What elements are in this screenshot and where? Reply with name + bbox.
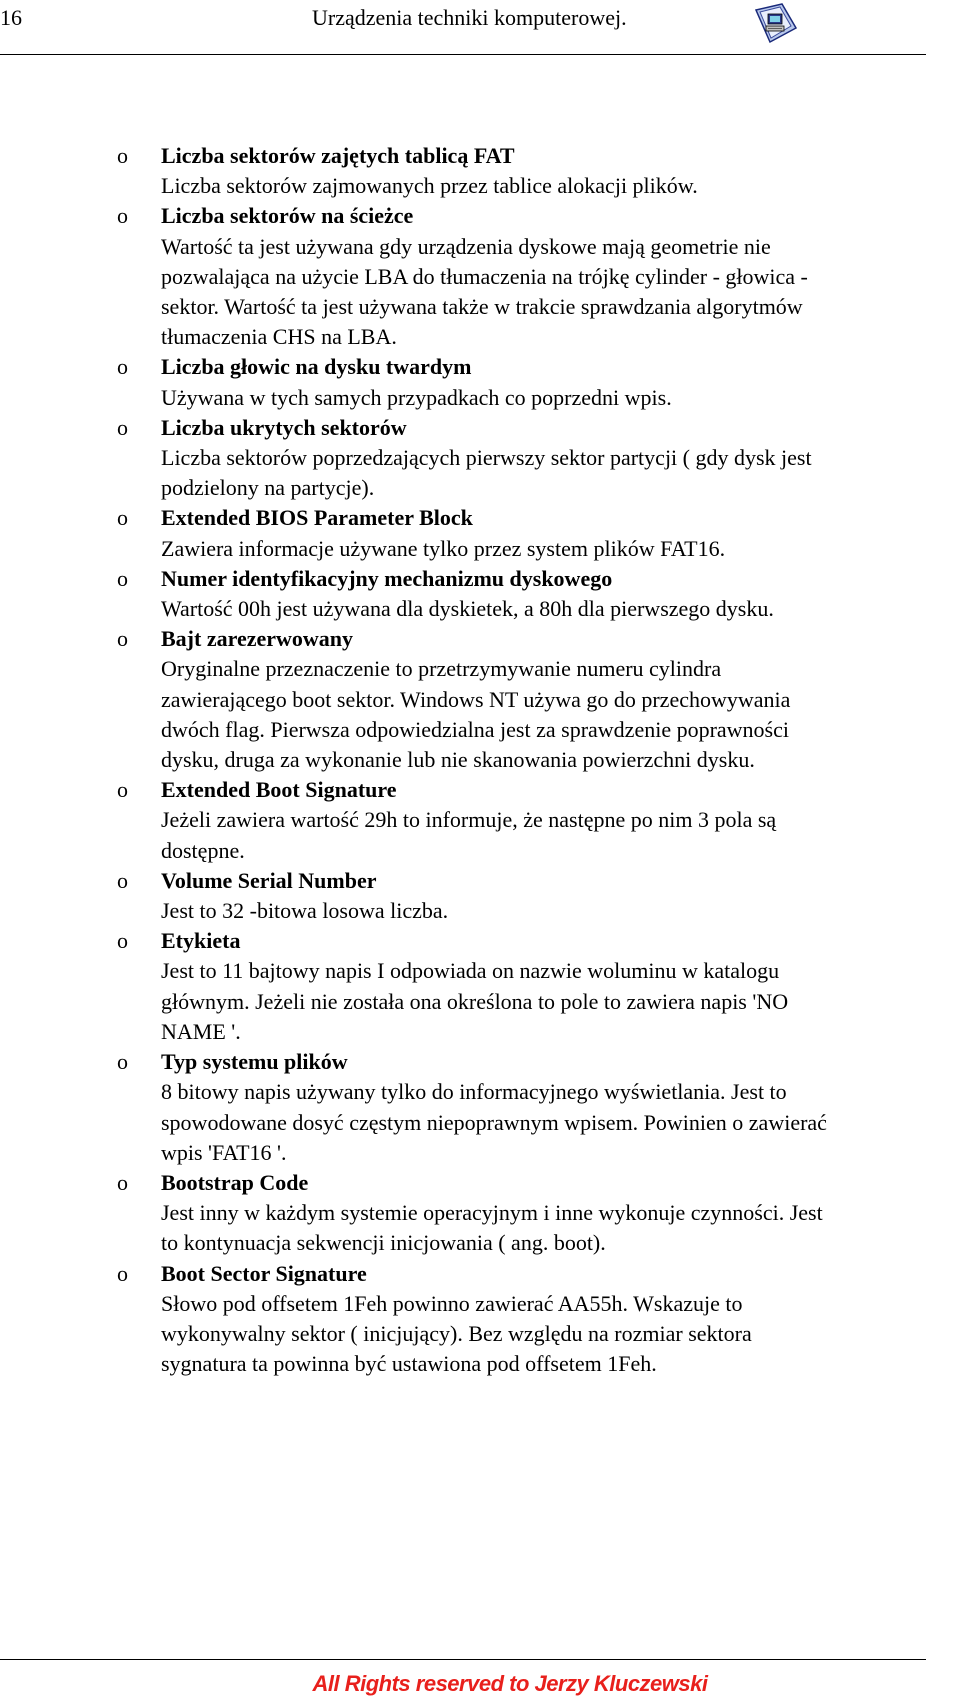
entry-text-line: to kontynuacja sekwencji inicjowania ( ang. boot). bbox=[161, 1230, 606, 1256]
bullet-marker: o bbox=[117, 928, 128, 954]
entry-text-line: dwóch flag. Pierwsza odpowiedzialna jest za sprawdzenie poprawności bbox=[161, 716, 789, 742]
entry-title: Boot Sector Signature bbox=[161, 1260, 367, 1286]
entry-text-line: wykonywalny sektor ( inicjujący). Bez względu na rozmiar sektora bbox=[161, 1320, 752, 1346]
list-item bbox=[0, 624, 956, 775]
entry-text-line: pozwalająca na użycie LBA do tłumaczenia na trójkę cylinder - głowica - bbox=[161, 263, 808, 289]
list-item bbox=[0, 352, 956, 412]
entry-text-line: Słowo pod offsetem 1Feh powinno zawierać AA55h. Wskazuje to bbox=[161, 1290, 743, 1316]
entry-title: Typ systemu plików bbox=[161, 1049, 348, 1075]
list-item bbox=[0, 1168, 956, 1259]
bullet-marker: o bbox=[117, 565, 128, 591]
list-item bbox=[0, 1047, 956, 1168]
bullet-marker: o bbox=[117, 354, 128, 380]
entry-title: Numer identyfikacyjny mechanizmu dyskowego bbox=[161, 565, 613, 591]
entry-text-line: sektor. Wartość ta jest używana także w trakcie sprawdzania algorytmów bbox=[161, 294, 803, 320]
entry-text-line: 8 bitowy napis używany tylko do informacyjnego wyświetlania. Jest to bbox=[161, 1079, 787, 1105]
entry-text-line: spowodowane dosyć częstym niepoprawnym wpisem. Powinien o zawierać bbox=[161, 1109, 827, 1135]
entry-text-line: Liczba sektorów zajmowanych przez tablice alokacji plików. bbox=[161, 173, 698, 199]
footer-copyright: All Rights reserved to Jerzy Kluczewski bbox=[312, 1671, 708, 1696]
entry-text-line: Używana w tych samych przypadkach co poprzedni wpis. bbox=[161, 384, 672, 410]
list-item bbox=[0, 503, 956, 563]
entry-text-line: wpis 'FAT16 '. bbox=[161, 1139, 287, 1165]
computer-book-icon bbox=[752, 2, 798, 46]
entry-title: Etykieta bbox=[161, 928, 241, 954]
bullet-marker: o bbox=[117, 626, 128, 652]
list-item bbox=[0, 201, 956, 352]
entry-text-line: Zawiera informacje używane tylko przez system plików FAT16. bbox=[161, 535, 726, 561]
entry-title: Bajt zarezerwowany bbox=[161, 626, 354, 652]
bullet-marker: o bbox=[117, 414, 128, 440]
entry-title: Extended BIOS Parameter Block bbox=[161, 505, 473, 531]
entry-title: Liczba głowic na dysku twardym bbox=[161, 354, 472, 380]
list-item bbox=[0, 413, 956, 504]
entry-text-line: Wartość 00h jest używana dla dyskietek, a 80h dla pierwszego dysku. bbox=[161, 596, 774, 622]
header-rule bbox=[0, 54, 926, 55]
entry-text-line: Wartość ta jest używana gdy urządzenia dyskowe mają geometrie nie bbox=[161, 233, 771, 259]
entry-title: Liczba sektorów na ścieżce bbox=[161, 203, 414, 229]
bullet-marker: o bbox=[117, 867, 128, 893]
entry-text-line: sygnatura ta powinna być ustawiona pod offsetem 1Feh. bbox=[161, 1351, 657, 1377]
bullet-marker: o bbox=[117, 1260, 128, 1286]
entry-title: Bootstrap Code bbox=[161, 1169, 309, 1195]
entry-text-line: NAME '. bbox=[161, 1018, 241, 1044]
list-item bbox=[0, 926, 956, 1047]
list-item bbox=[0, 564, 956, 624]
entry-text-line: Jest inny w każdym systemie operacyjnym i inne wykonuje czynności. Jest bbox=[161, 1200, 823, 1226]
entry-text-line: zawierającego boot sektor. Windows NT używa go do przechowywania bbox=[161, 686, 791, 712]
list-item bbox=[0, 1259, 956, 1380]
field-list bbox=[0, 141, 960, 1379]
page-number: 16 bbox=[0, 5, 22, 30]
bullet-marker: o bbox=[117, 203, 128, 229]
bullet-marker: o bbox=[117, 1049, 128, 1075]
bullet-marker: o bbox=[117, 505, 128, 531]
entry-text-line: dysku, druga za wykonanie lub nie skanowania powierzchni dysku. bbox=[161, 747, 755, 773]
header-title: Urządzenia techniki komputerowej. bbox=[312, 5, 627, 30]
entry-text-line: Liczba sektorów poprzedzających pierwszy sektor partycji ( gdy dysk jest bbox=[161, 445, 812, 471]
list-item bbox=[0, 866, 956, 926]
entry-text-line: Oryginalne przeznaczenie to przetrzymywanie numeru cylindra bbox=[161, 656, 722, 682]
entry-title: Liczba ukrytych sektorów bbox=[161, 414, 407, 440]
entry-text-line: Jeżeli zawiera wartość 29h to informuje, że następne po nim 3 pola są bbox=[161, 807, 777, 833]
entry-text-line: Jest to 32 -bitowa losowa liczba. bbox=[161, 898, 449, 924]
entry-title: Volume Serial Number bbox=[161, 867, 377, 893]
entry-text-line: Jest to 11 bajtowy napis I odpowiada on nazwie woluminu w katalogu bbox=[161, 958, 780, 984]
page-header bbox=[0, 0, 930, 54]
list-item bbox=[0, 775, 956, 866]
entry-text-line: podzielony na partycje). bbox=[161, 475, 375, 501]
entry-title: Extended Boot Signature bbox=[161, 777, 397, 803]
entry-title: Liczba sektorów zajętych tablicą FAT bbox=[161, 143, 515, 168]
bullet-marker: o bbox=[117, 1169, 128, 1195]
bullet-marker: o bbox=[117, 143, 128, 168]
entry-text-line: głównym. Jeżeli nie została ona określona to pole to zawiera napis 'NO bbox=[161, 988, 789, 1014]
entry-text-line: tłumaczenia CHS na LBA. bbox=[161, 324, 397, 350]
list-item bbox=[0, 141, 956, 201]
bullet-marker: o bbox=[117, 777, 128, 803]
entry-text-line: dostępne. bbox=[161, 837, 245, 863]
footer-rule bbox=[0, 1659, 926, 1660]
